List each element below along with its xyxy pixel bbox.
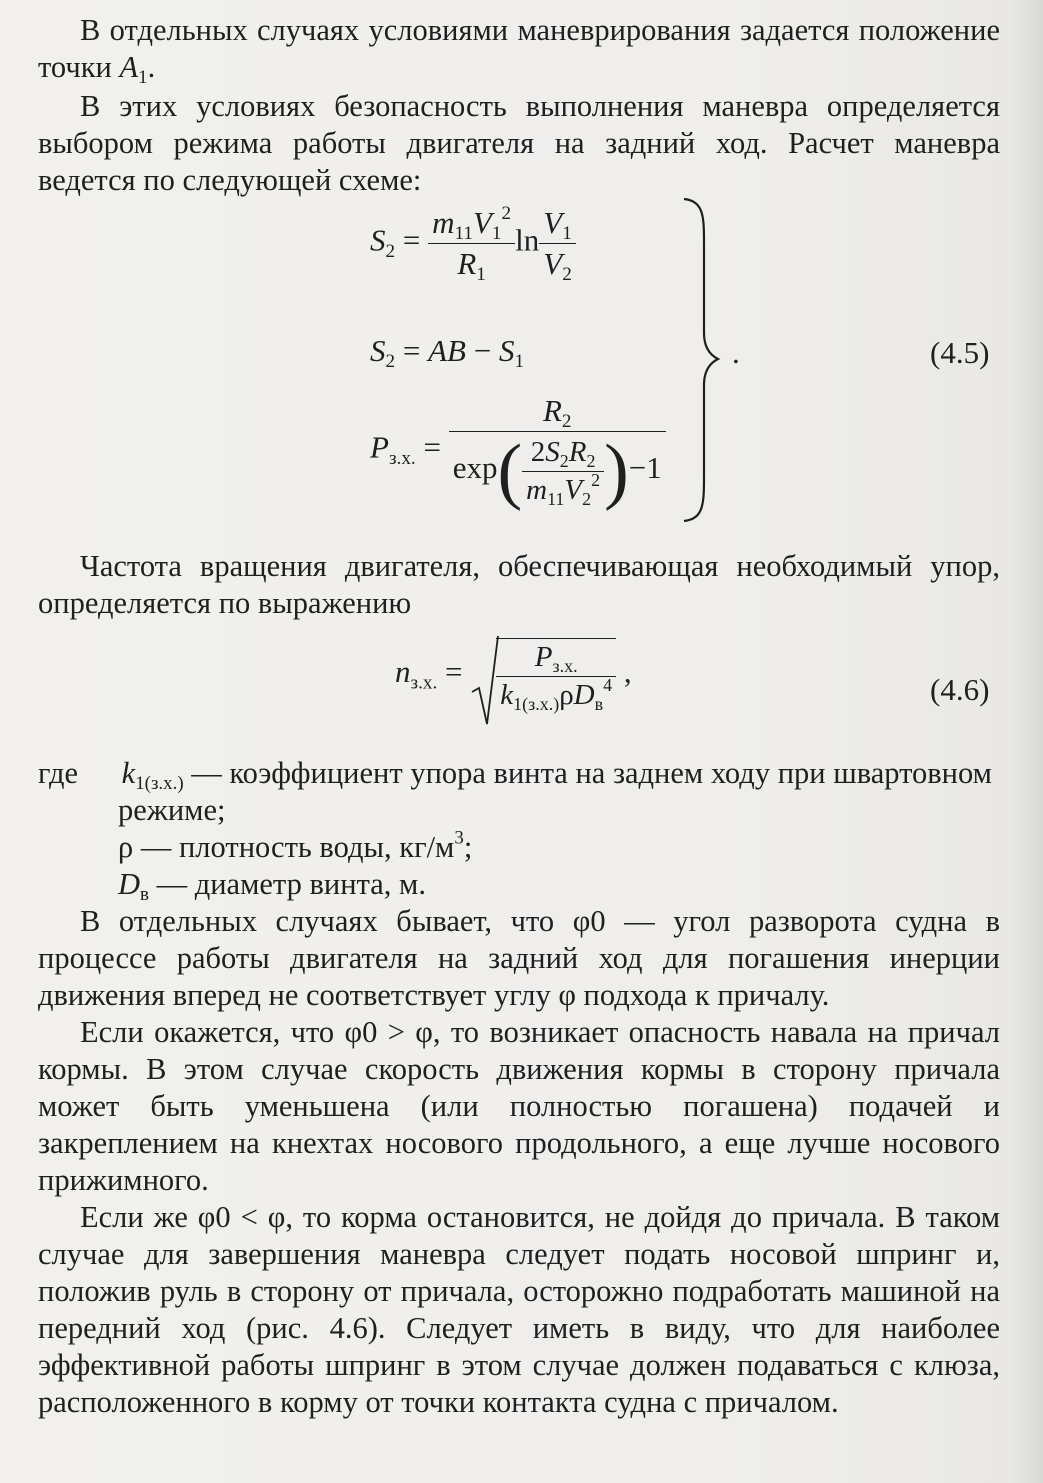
where-k: где $k_{1(з.х.)}$ — коэффициент упора винта на заднем ходу при швартовном режиме; (38, 756, 992, 827)
paragraph-3-text: Частота вращения двигателя, обеспечивающая необходимый упор, определяется по выражению (38, 549, 1000, 620)
paragraph-6 (38, 1199, 1000, 1421)
equation-p-zx: $P_{з.х.}$ = $R_2$ exp( $\frac{2S_2R_2}{m_{11}V_2^2}$ )−1 (370, 393, 666, 508)
paragraph-1-text: В отдельных случаях условиями маневрирования задается положение точки (38, 13, 1000, 84)
eq46-comma: , (623, 654, 632, 690)
sqrt-sign (470, 634, 500, 730)
paragraph-1-tail: . (147, 50, 156, 84)
paragraph-4-text: В отдельных случаях бывает, что φ0 — угол разворота судна в процессе работы двигателя на задний ход для погашения инерции движения вперед не соответствует углу φ подхода к причалу. (38, 904, 1000, 1012)
paragraph-5-text: Если окажется, что φ0 > φ, то возникает опасность навала на причал кормы. В этом случае скорость движения кормы в сторону причала может быть уменьшена (или полностью погашена) подачей и закреплением на кнехтах носового продольного, а еще лучше носового прижимного. (38, 1015, 1000, 1197)
paragraph-6-text: Если же φ0 < φ, то корма остановится, не дойдя до причала. В таком случае для завершения маневра следует подать носовой шпринг и, положив руль в сторону от причала, осторожно подработать машиной на передний ход (рис. 4.6). Следует иметь в виду, что для наиболее эффективной работы шпринг в этом случае должен подаваться с клюза, расположенного в корму от точки контакта судна с причалом. (38, 1200, 1000, 1419)
rho-unit-exp: 3 (454, 827, 464, 849)
paragraph-3 (38, 548, 1000, 622)
equation-s2-log: $S_2$ = $\frac{m_{11}V_1^2}{R_1}$ ln $\frac{V_1}{V_2}$ (370, 205, 576, 282)
where-rho-desc: — плотность воды, кг/м (140, 830, 455, 864)
where-rho-tail: ; (463, 830, 473, 864)
equation-number-4-6: (4.6) (930, 672, 990, 707)
equation-number-4-5: (4.5) (930, 335, 990, 370)
paragraph-2-text: В этих условиях безопасность выполнения маневра определяется выбором режима работы двигателя на задний ход. Расчет маневра ведется по следующей схеме: (38, 89, 1000, 197)
paragraph-5 (38, 1014, 1000, 1199)
brace-period: . (732, 335, 740, 370)
equation-s2-ab: $S_2$ = AB − $S_1$ (370, 333, 525, 373)
where-label: где (38, 756, 79, 790)
paragraph-2 (38, 88, 1000, 199)
rho-symbol: ρ (118, 830, 134, 864)
point-subscript: 1 (138, 67, 148, 89)
where-d-desc: — диаметр винта, м. (156, 867, 426, 901)
paragraph-4 (38, 903, 1000, 1014)
point-variable: A (119, 50, 139, 84)
where-k-desc: — коэффициент упора винта на заднем ходу при швартовном режиме; (118, 756, 992, 827)
paragraph-1 (38, 12, 1000, 89)
where-rho (118, 829, 998, 866)
right-brace (680, 195, 740, 525)
where-d: $D_в$ — диаметр винта, м. (118, 867, 426, 906)
equation-n-zx: $n_{з.х.}$ = $\frac{P_{з.х.}}{k_{1(з.х.)}\rho D_в^4}$ , (395, 638, 632, 712)
